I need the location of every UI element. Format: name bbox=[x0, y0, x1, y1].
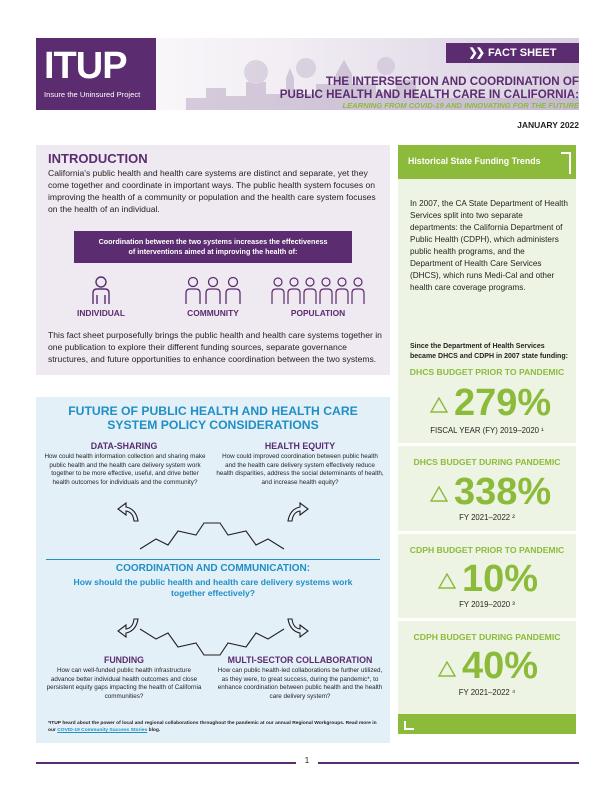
page-title-line2: PUBLIC HEALTH AND HEALTH CARE IN CALIFORNIA: bbox=[279, 88, 579, 101]
stat-divider bbox=[398, 618, 576, 621]
population-label: POPULATION bbox=[290, 308, 346, 318]
multi-sector-text: How can public health-led collaborations be further utilized, as they were, to great success, during the pandemic*, to enhance coordination between public health and the health care delivery system? bbox=[217, 667, 383, 700]
sidebar-footer bbox=[398, 714, 576, 734]
footer-rule-right bbox=[318, 762, 579, 764]
community-success-stories-link[interactable]: COVID-19 Community Success Stories bbox=[57, 728, 148, 733]
health-equity-heading: HEALTH EQUITY bbox=[264, 441, 336, 451]
stat-divider bbox=[398, 531, 576, 534]
introduction-section bbox=[36, 145, 390, 375]
policy-considerations-section bbox=[36, 397, 390, 743]
data-sharing-text: How could health information collection and sharing make public health and the health care delivery system work together to be more effective, useful, and drive better health outcomes for individuals and the community? bbox=[44, 453, 206, 486]
community-label: COMMUNITY bbox=[187, 308, 239, 318]
coordination-heading: COORDINATION AND COMMUNICATION: bbox=[115, 563, 311, 574]
community-level bbox=[176, 275, 250, 318]
population-level bbox=[262, 275, 374, 318]
fact-sheet-tab bbox=[446, 43, 579, 63]
stat-label-dhcs-prior: DHCS BUDGET PRIOR TO PANDEMIC bbox=[409, 367, 565, 377]
arrow-down-left-icon bbox=[116, 615, 144, 643]
stat-label-cdph-during: CDPH BUDGET DURING PANDEMIC bbox=[413, 632, 561, 642]
sidebar-paragraph: In 2007, the CA State Department of Health Services split into two separate departments: the California Department of Public Health (CDPH), which administers public health programs, and the Department of Health Care Services (DHCS), which runs Medi-Cal and other health care coverage programs. bbox=[410, 199, 568, 292]
stat-period-dhcs-prior: FISCAL YEAR (FY) 2019–2020 ¹ bbox=[430, 426, 544, 435]
fact-sheet-label: FACT SHEET bbox=[487, 47, 557, 59]
funding-trends-sidebar bbox=[398, 145, 576, 734]
coordination-callout-line1: Coordination between the two systems increases the effectiveness bbox=[98, 237, 328, 246]
policy-heading-line1: FUTURE OF PUBLIC HEALTH AND HEALTH CARE bbox=[68, 404, 358, 418]
page-subtitle: LEARNING FROM COVID-19 AND INNOVATING FOR THE FUTURE bbox=[342, 101, 579, 110]
page-title-line1: THE INTERSECTION AND COORDINATION OF bbox=[325, 75, 579, 88]
individual-level bbox=[66, 275, 136, 318]
individual-icon bbox=[86, 275, 116, 305]
introduction-heading: INTRODUCTION bbox=[48, 151, 148, 166]
publication-date: JANUARY 2022 bbox=[517, 120, 579, 130]
coordination-question: How should the public health and health care delivery systems work together effectively? bbox=[73, 577, 353, 598]
individual-label: INDIVIDUAL bbox=[77, 308, 125, 318]
introduction-paragraph: California's public health and health care systems are distinct and separate, yet they come together and coordinate in important ways. The public health system focuses on improving the health of a community or population and the health care system focuses on the health of an individual. bbox=[48, 168, 376, 214]
data-sharing-heading: DATA-SHARING bbox=[90, 441, 158, 451]
stat-value-dhcs-during: 338% bbox=[454, 471, 552, 513]
corner-bracket-icon bbox=[404, 721, 414, 730]
stat-period-cdph-prior: FY 2019–2020 ³ bbox=[459, 600, 515, 609]
population-icon bbox=[270, 275, 366, 305]
stat-label-cdph-prior: CDPH BUDGET PRIOR TO PANDEMIC bbox=[409, 545, 565, 555]
footnote-end: blog. bbox=[147, 728, 161, 733]
coordination-callout bbox=[74, 231, 352, 263]
arrow-down-right-icon bbox=[282, 615, 310, 643]
footnote-text: *ITUP heard about the power of local and regional collaborations throughout the pandemic at our annual Regional Workgroups. Read more in our bbox=[48, 721, 377, 733]
triangle-up-icon bbox=[438, 573, 456, 589]
policy-heading-line2: SYSTEM POLICY CONSIDERATIONS bbox=[107, 418, 319, 432]
stat-divider bbox=[398, 443, 576, 446]
footnote bbox=[48, 720, 382, 734]
community-icon bbox=[183, 275, 243, 305]
sidebar-title: Historical State Funding Trends bbox=[408, 156, 541, 166]
triangle-up-icon bbox=[430, 397, 448, 413]
stat-period-cdph-during: FY 2021–2022 ⁴ bbox=[458, 688, 516, 697]
coordination-callout-line2: of interventions aimed at improving the health of: bbox=[128, 247, 298, 256]
sidebar-bold-text: Since the Department of Health Services became DHCS and CDPH in 2007 state funding: bbox=[410, 343, 568, 360]
triangle-up-icon bbox=[430, 486, 448, 502]
logo-text: ITUP bbox=[44, 45, 127, 87]
itup-logo bbox=[36, 38, 156, 110]
stat-period-dhcs-during: FY 2021–2022 ² bbox=[459, 513, 515, 522]
multi-sector-heading: MULTI-SECTOR COLLABORATION bbox=[227, 655, 373, 665]
coordination-divider bbox=[46, 559, 380, 560]
fact-sheet-purpose-paragraph: This fact sheet purposefully brings the public health and health care systems together in one publication to explore their different funding sources, separate governance structures, and future opportunities to enhance coordination between the two systems. bbox=[48, 330, 382, 364]
stat-value-dhcs-prior: 279% bbox=[454, 382, 552, 424]
funding-heading: FUNDING bbox=[103, 655, 145, 665]
chevron-right-icon: ❯❯ bbox=[468, 47, 483, 59]
stat-value-cdph-prior: 10% bbox=[462, 558, 539, 600]
policy-considerations-heading bbox=[46, 404, 380, 432]
funding-text: How can well-funded public health infrastructure advance better individual health outcomes and close persistent equity gaps impacting the health of California communities? bbox=[46, 667, 202, 700]
footer-rule-left bbox=[36, 762, 296, 764]
stat-label-dhcs-during: DHCS BUDGET DURING PANDEMIC bbox=[413, 457, 561, 467]
logo-subtext: Insure the Uninsured Project bbox=[44, 90, 141, 99]
health-equity-text: How could improved coordination between public health and the health care delivery system effectively reduce health disparities, address the social determinants of health, and increase health equity? bbox=[216, 453, 384, 486]
corner-bracket-icon bbox=[561, 152, 571, 174]
triangle-up-icon bbox=[438, 661, 456, 677]
stat-value-cdph-during: 40% bbox=[462, 645, 539, 687]
page-number: 1 bbox=[304, 756, 310, 765]
